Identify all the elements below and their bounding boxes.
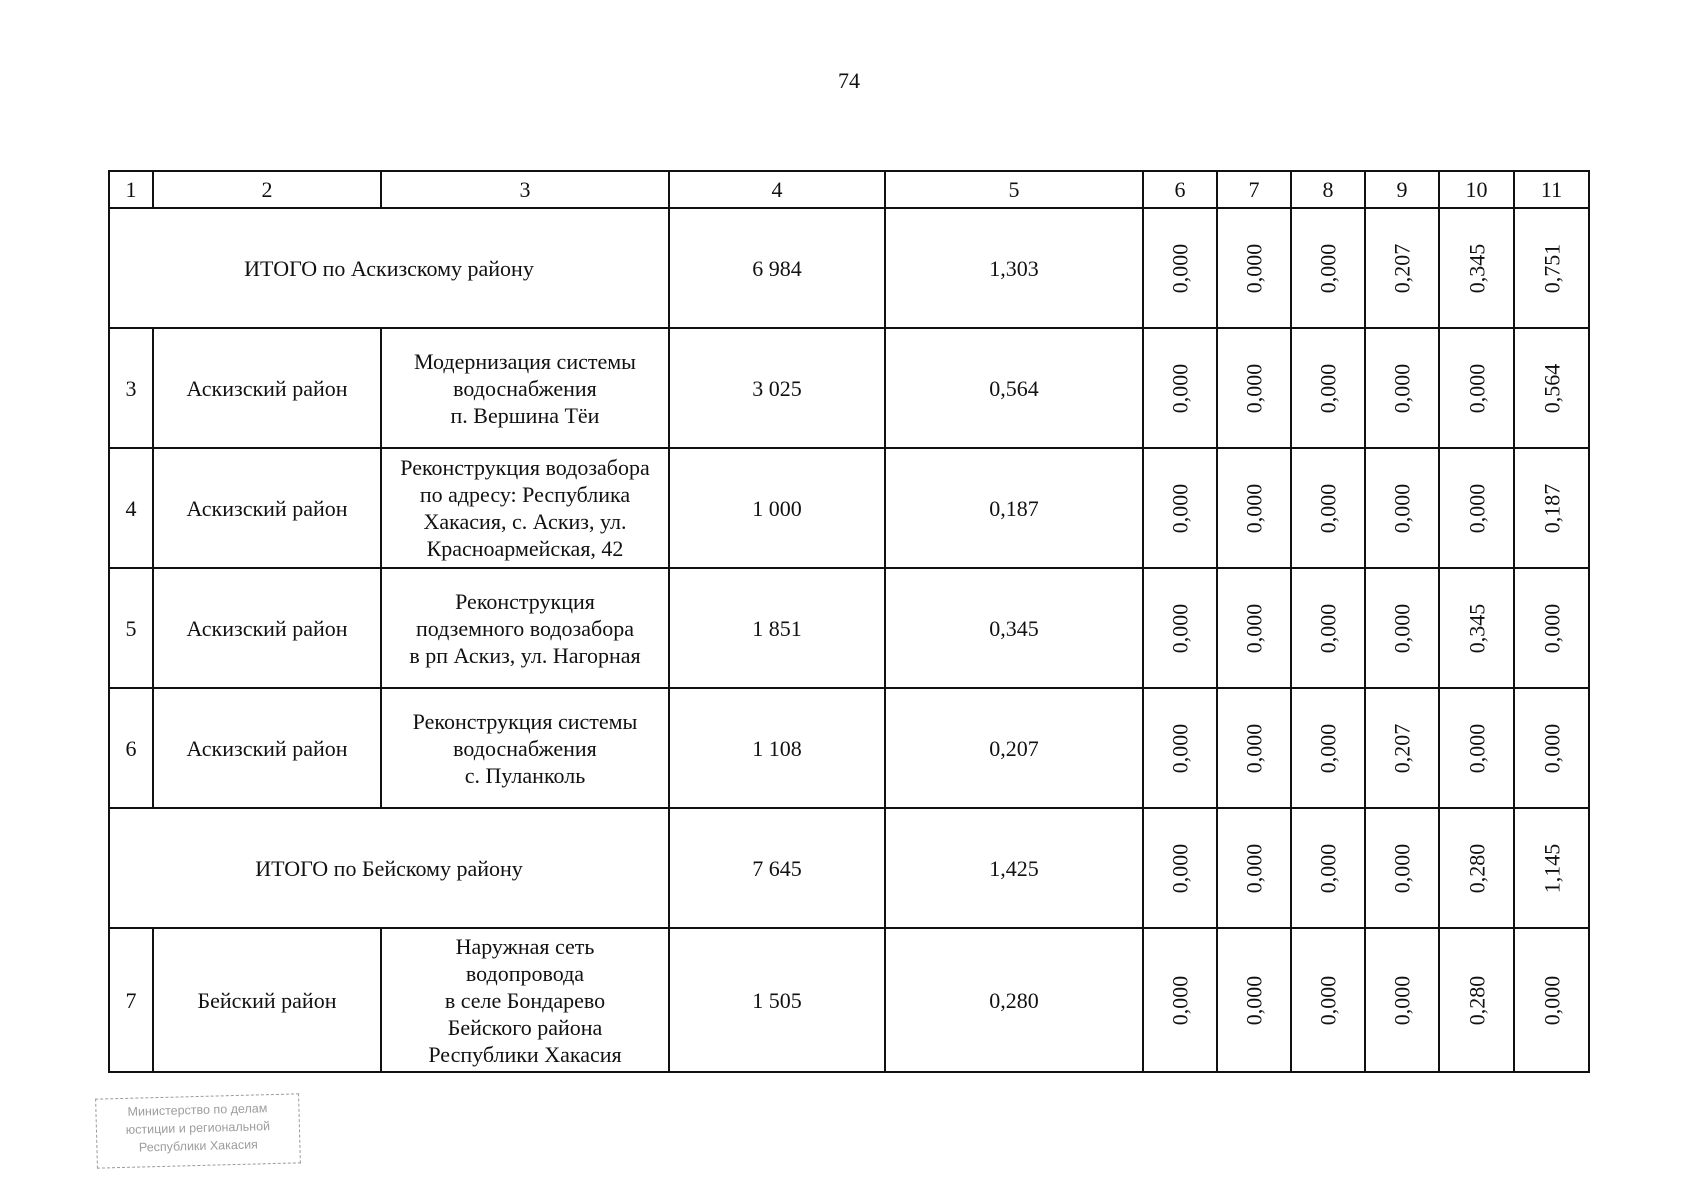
- row-number: 4: [109, 448, 153, 568]
- project-line: подземного водозабора: [416, 615, 634, 641]
- total-label: ИТОГО по Бейскому району: [109, 808, 669, 928]
- year-value-cell: [1365, 448, 1439, 568]
- row-number: 7: [109, 928, 153, 1072]
- year-value: 0,000: [1241, 243, 1267, 293]
- header-cell: 8: [1291, 171, 1365, 208]
- value-cell: 1 505: [669, 928, 885, 1072]
- year-value: 0,000: [1167, 363, 1193, 413]
- year-value-cell: [1143, 448, 1217, 568]
- year-value: 0,187: [1539, 483, 1564, 533]
- value-cell: 7 645: [669, 808, 885, 928]
- year-value: 0,000: [1389, 483, 1415, 533]
- year-value-cell: [1365, 208, 1439, 328]
- total-row: [109, 208, 1589, 328]
- year-value-cell: [1514, 928, 1589, 1072]
- year-value: 0,000: [1167, 723, 1193, 773]
- value-cell: 1 851: [669, 568, 885, 688]
- year-value: 0,000: [1464, 483, 1489, 533]
- year-value-cell: [1217, 568, 1291, 688]
- year-value: 0,000: [1241, 975, 1267, 1025]
- year-value-cell: [1439, 568, 1514, 688]
- project-line: водоснабжения: [453, 735, 597, 761]
- project-line: по адресу: Республика: [419, 482, 631, 507]
- year-value-cell: [1514, 208, 1589, 328]
- year-value: 0,000: [1315, 723, 1341, 773]
- year-value: 0,280: [1464, 975, 1489, 1025]
- year-value-cell: [1439, 328, 1514, 448]
- year-value-cell: [1143, 208, 1217, 328]
- district-cell: Аскизский район: [153, 688, 381, 808]
- year-value: 0,000: [1539, 975, 1564, 1025]
- year-value: 0,000: [1241, 603, 1267, 653]
- year-value-cell: [1439, 688, 1514, 808]
- project-line: Реконструкция системы: [412, 708, 638, 734]
- value-cell: 3 025: [669, 328, 885, 448]
- year-value: 0,000: [1464, 723, 1489, 773]
- stamp-line: юстиции и региональной: [125, 1119, 271, 1137]
- year-value-cell: [1217, 688, 1291, 808]
- year-value-cell: [1365, 808, 1439, 928]
- year-value-cell: [1217, 928, 1291, 1072]
- year-value: 0,000: [1389, 603, 1415, 653]
- header-cell: 7: [1217, 171, 1291, 208]
- project-line: водопровода: [465, 960, 585, 986]
- year-value-cell: [1514, 568, 1589, 688]
- year-value-cell: [1143, 568, 1217, 688]
- value-cell: 0,280: [885, 928, 1143, 1072]
- year-value: 0,000: [1539, 723, 1564, 773]
- year-value: 0,000: [1389, 363, 1415, 413]
- year-value-cell: [1514, 688, 1589, 808]
- project-line: Республики Хакасия: [428, 1041, 622, 1067]
- project-line: с. Пуланколь: [464, 762, 586, 788]
- year-value: 0,000: [1315, 603, 1341, 653]
- header-cell: 11: [1514, 171, 1589, 208]
- year-value-cell: [1514, 328, 1589, 448]
- row-number: 6: [109, 688, 153, 808]
- header-cell: 5: [885, 171, 1143, 208]
- table-row: [109, 448, 1589, 568]
- year-value-cell: [1291, 808, 1365, 928]
- year-value-cell: [1439, 208, 1514, 328]
- year-value: 0,000: [1241, 723, 1267, 773]
- year-value: 0,345: [1464, 603, 1489, 653]
- year-value-cell: [1365, 568, 1439, 688]
- page-number: 74: [838, 68, 860, 93]
- row-number: 3: [109, 328, 153, 448]
- total-row: [109, 808, 1589, 928]
- project-cell: [381, 568, 669, 688]
- year-value-cell: [1291, 328, 1365, 448]
- year-value-cell: [1217, 328, 1291, 448]
- year-value: 0,000: [1167, 843, 1193, 893]
- year-value-cell: [1217, 808, 1291, 928]
- project-cell: [381, 448, 669, 568]
- year-value: 0,000: [1389, 975, 1415, 1025]
- district-cell: Бейский район: [153, 928, 381, 1072]
- year-value-cell: [1143, 928, 1217, 1072]
- project-line: Бейского района: [447, 1014, 603, 1040]
- project-line: п. Вершина Тёи: [450, 402, 600, 428]
- year-value: 0,000: [1241, 843, 1267, 893]
- header-cell: 9: [1365, 171, 1439, 208]
- header-cell: 2: [153, 171, 381, 208]
- year-value-cell: [1291, 928, 1365, 1072]
- year-value: 0,000: [1315, 975, 1341, 1025]
- header-cell: 4: [669, 171, 885, 208]
- district-cell: Аскизский район: [153, 328, 381, 448]
- year-value-cell: [1365, 928, 1439, 1072]
- year-value: 0,000: [1241, 483, 1267, 533]
- year-value: 0,000: [1315, 363, 1341, 413]
- year-value-cell: [1143, 688, 1217, 808]
- year-value: 0,000: [1389, 843, 1415, 893]
- project-line: в рп Аскиз, ул. Нагорная: [409, 642, 641, 668]
- value-cell: 1 000: [669, 448, 885, 568]
- year-value: 1,145: [1539, 843, 1564, 893]
- year-value: 0,280: [1464, 843, 1489, 893]
- data-table: [108, 170, 1590, 1073]
- year-value: 0,000: [1167, 243, 1193, 293]
- project-line: Красноармейская, 42: [426, 536, 624, 561]
- header-cell: 6: [1143, 171, 1217, 208]
- year-value-cell: [1217, 448, 1291, 568]
- stamp-line: Республики Хакасия: [138, 1137, 259, 1155]
- year-value: 0,000: [1241, 363, 1267, 413]
- project-line: Хакасия, с. Аскиз, ул.: [423, 509, 627, 534]
- year-value: 0,000: [1315, 483, 1341, 533]
- project-line: в селе Бондарево: [444, 987, 606, 1013]
- value-cell: 1,425: [885, 808, 1143, 928]
- year-value: 0,000: [1464, 363, 1489, 413]
- year-value-cell: [1291, 208, 1365, 328]
- project-cell: [381, 928, 669, 1072]
- year-value: 0,345: [1464, 243, 1489, 293]
- district-cell: Аскизский район: [153, 448, 381, 568]
- year-value-cell: [1291, 448, 1365, 568]
- project-line: Наружная сеть: [455, 933, 595, 959]
- year-value-cell: [1291, 688, 1365, 808]
- year-value: 0,000: [1315, 243, 1341, 293]
- header-row: [109, 171, 1589, 208]
- year-value: 0,207: [1389, 243, 1415, 293]
- district-cell: Аскизский район: [153, 568, 381, 688]
- year-value: 0,000: [1167, 603, 1193, 653]
- value-cell: 1,303: [885, 208, 1143, 328]
- header-cell: 3: [381, 171, 669, 208]
- value-cell: 1 108: [669, 688, 885, 808]
- value-cell: 0,187: [885, 448, 1143, 568]
- year-value: 0,000: [1167, 975, 1193, 1025]
- year-value-cell: [1365, 688, 1439, 808]
- row-number: 5: [109, 568, 153, 688]
- year-value-cell: [1439, 448, 1514, 568]
- value-cell: 0,207: [885, 688, 1143, 808]
- header-cell: 10: [1439, 171, 1514, 208]
- year-value-cell: [1143, 328, 1217, 448]
- year-value: 0,000: [1167, 483, 1193, 533]
- value-cell: 0,345: [885, 568, 1143, 688]
- stamp-line: Министерство по делам: [127, 1101, 268, 1119]
- year-value: 0,000: [1315, 843, 1341, 893]
- year-value-cell: [1217, 208, 1291, 328]
- value-cell: 6 984: [669, 208, 885, 328]
- project-line: Модернизация системы: [414, 348, 636, 374]
- project-cell: [381, 328, 669, 448]
- year-value-cell: [1143, 808, 1217, 928]
- year-value: 0,207: [1389, 723, 1415, 773]
- project-cell: [381, 688, 669, 808]
- project-line: водоснабжения: [453, 375, 597, 401]
- year-value: 0,000: [1539, 603, 1564, 653]
- year-value: 0,564: [1539, 363, 1564, 413]
- year-value-cell: [1514, 808, 1589, 928]
- value-cell: 0,564: [885, 328, 1143, 448]
- table-row: [109, 328, 1589, 448]
- year-value-cell: [1365, 328, 1439, 448]
- table-row: [109, 928, 1589, 1072]
- year-value-cell: [1291, 568, 1365, 688]
- total-label: ИТОГО по Аскизскому району: [109, 208, 669, 328]
- table-row: [109, 688, 1589, 808]
- project-line: Реконструкция водозабора: [400, 455, 650, 480]
- table-row: [109, 568, 1589, 688]
- year-value: 0,751: [1539, 243, 1564, 293]
- year-value-cell: [1514, 448, 1589, 568]
- year-value-cell: [1439, 928, 1514, 1072]
- header-cell: 1: [109, 171, 153, 208]
- project-line: Реконструкция: [455, 588, 595, 614]
- year-value-cell: [1439, 808, 1514, 928]
- registration-stamp: [95, 1093, 301, 1168]
